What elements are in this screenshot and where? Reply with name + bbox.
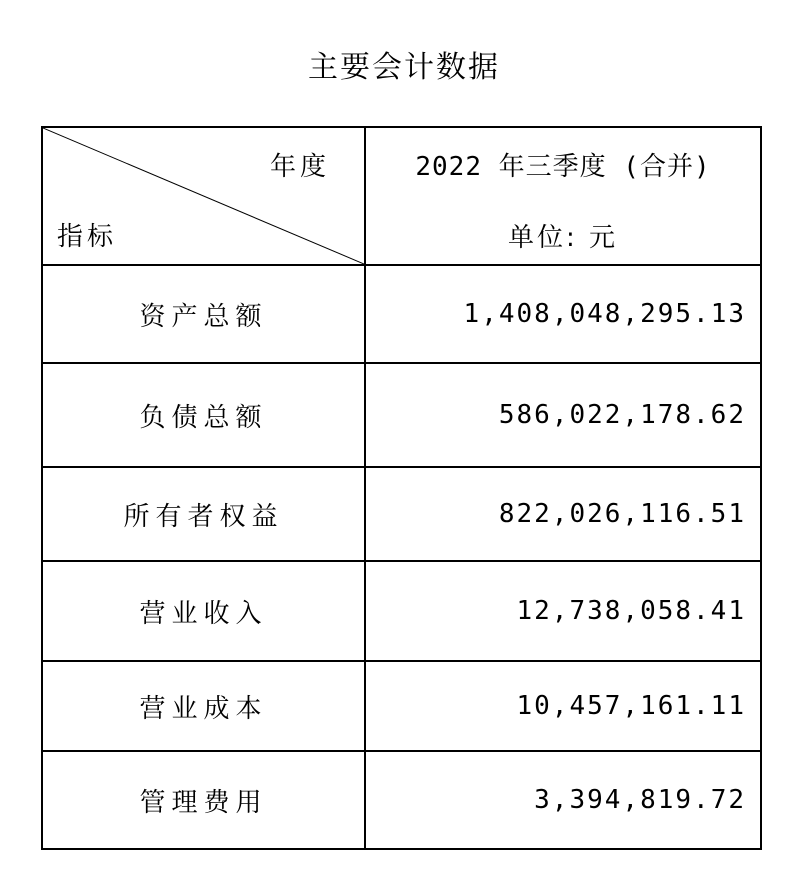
table-row	[42, 265, 761, 363]
row-label: 管理费用	[42, 751, 365, 849]
row-value: 822,026,116.51	[365, 467, 761, 561]
row-label: 所有者权益	[42, 467, 365, 561]
period-header-cell	[365, 127, 761, 265]
table-row	[42, 661, 761, 751]
table-row	[42, 363, 761, 467]
row-value: 586,022,178.62	[365, 363, 761, 467]
table-row	[42, 561, 761, 661]
table-row	[42, 751, 761, 849]
accounting-data-table	[41, 126, 762, 850]
row-value: 3,394,819.72	[365, 751, 761, 849]
row-label: 负债总额	[42, 363, 365, 467]
period-label: 2022 年三季度 (合并)	[415, 152, 711, 182]
row-label: 资产总额	[42, 265, 365, 363]
unit-label: 单位: 元	[507, 223, 619, 253]
page-title: 主要会计数据	[308, 50, 500, 85]
diagonal-header-cell	[42, 127, 365, 265]
row-value: 10,457,161.11	[365, 661, 761, 751]
row-label: 营业成本	[42, 661, 365, 751]
row-label: 营业收入	[42, 561, 365, 661]
table-header-row	[42, 127, 761, 265]
indicator-header-label: 指标	[57, 222, 118, 252]
row-value: 12,738,058.41	[365, 561, 761, 661]
row-value: 1,408,048,295.13	[365, 265, 761, 363]
table-row	[42, 467, 761, 561]
year-header-label: 年度	[269, 152, 330, 182]
